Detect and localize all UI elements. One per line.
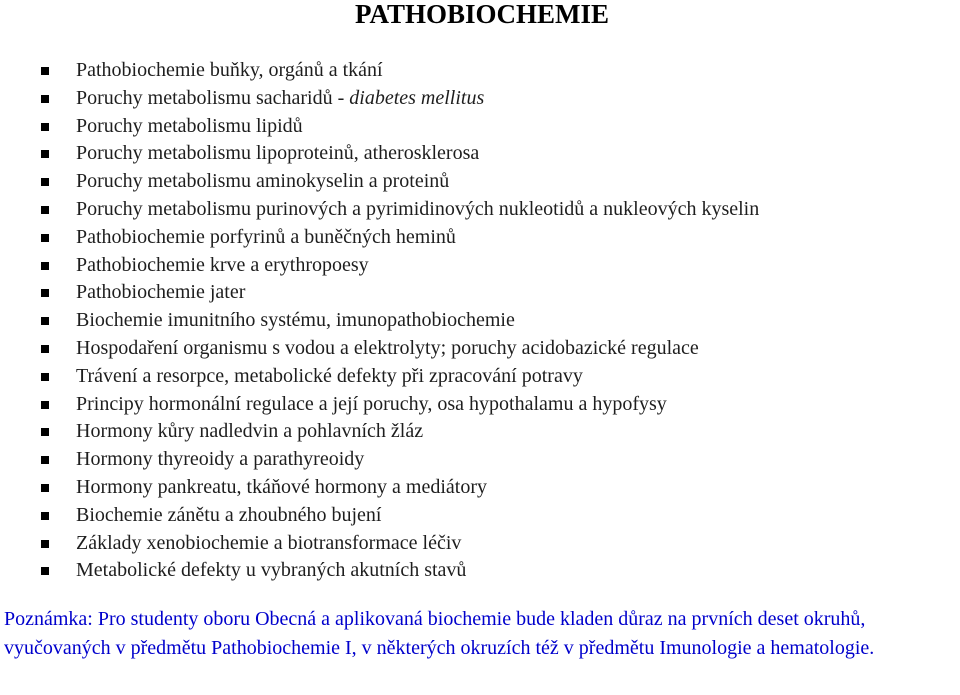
topic-text [76,418,423,446]
square-bullet-icon [41,456,49,464]
topic-text [76,335,699,363]
note-paragraph: Poznámka: Pro studenty oboru Obecná a aplikovaná biochemie bude kladen důraz na prvních deset okruhů, vyučovaných v předmětu Pathobiochemie I, v některých okruzích též v předmětu Imunologie a hematologie. [4,608,875,659]
topic-text [76,57,383,85]
topic-text [76,196,759,224]
topic-label: Hormony thyreoidy a parathyreoidy [76,448,365,471]
square-bullet-icon [41,206,49,214]
topic-label: Hormony kůry nadledvin a pohlavních žláz [76,420,424,443]
square-bullet-icon [41,428,49,436]
topic-italic-term: diabetes mellitus [349,86,485,109]
topic-label: Hormony pankreatu, tkáňové hormony a mediátory [76,475,487,498]
topic-label: Biochemie imunitního systému, imunopathobiochemie [76,309,515,332]
topic-label: Pathobiochemie porfyrinů a buněčných heminů [76,225,456,248]
topic-label: Poruchy metabolismu purinových a pyrimidinových nukleotidů a nukleových kyselin [76,197,760,220]
square-bullet-icon [41,373,49,381]
topic-text [76,85,484,113]
square-bullet-icon [41,178,49,186]
topic-text [76,474,487,502]
square-bullet-icon [41,567,49,575]
topic-label: Poruchy metabolismu sacharidů - [76,86,350,109]
topic-label: Metabolické defekty u vybraných akutních stavů [76,559,467,582]
topic-text [76,168,449,196]
square-bullet-icon [41,234,49,242]
page-title: PATHOBIOCHEMIE [354,0,610,29]
topic-label: Poruchy metabolismu lipidů [76,114,303,137]
topic-label: Trávení a resorpce, metabolické defekty při zpracování potravy [76,364,583,387]
square-bullet-icon [41,67,49,75]
square-bullet-icon [41,401,49,409]
topic-text [76,446,364,474]
topic-label: Biochemie zánětu a zhoubného bujení [76,503,382,526]
square-bullet-icon [41,345,49,353]
topic-text [76,502,381,530]
topic-text [76,279,245,307]
topic-text [76,252,369,280]
topic-label: Pathobiochemie krve a erythropoesy [76,253,369,276]
square-bullet-icon [41,262,49,270]
topic-label: Poruchy metabolismu lipoproteinů, atherosklerosa [76,142,480,165]
square-bullet-icon [41,317,49,325]
square-bullet-icon [41,540,49,548]
topic-text [76,391,667,419]
topic-text [76,113,303,141]
square-bullet-icon [41,123,49,131]
square-bullet-icon [41,512,49,520]
topic-label: Pathobiochemie buňky, orgánů a tkání [76,59,383,81]
square-bullet-icon [41,289,49,297]
square-bullet-icon [41,150,49,158]
topic-label: Principy hormonální regulace a její poruchy, osa hypothalamu a hypofysy [76,392,667,415]
square-bullet-icon [41,95,49,103]
topic-label: Pathobiochemie jater [76,281,246,304]
topic-text [76,140,479,168]
square-bullet-icon [41,484,49,492]
topic-text [76,363,583,391]
topic-text [76,557,466,585]
topic-text [76,224,456,252]
topic-label: Hospodaření organismu s vodou a elektrolyty; poruchy acidobazické regulace [76,336,699,359]
topic-label: Základy xenobiochemie a biotransformace léčiv [76,531,462,554]
topic-text [76,530,461,558]
topic-label: Poruchy metabolismu aminokyselin a proteinů [76,170,450,193]
topic-text [76,307,515,335]
